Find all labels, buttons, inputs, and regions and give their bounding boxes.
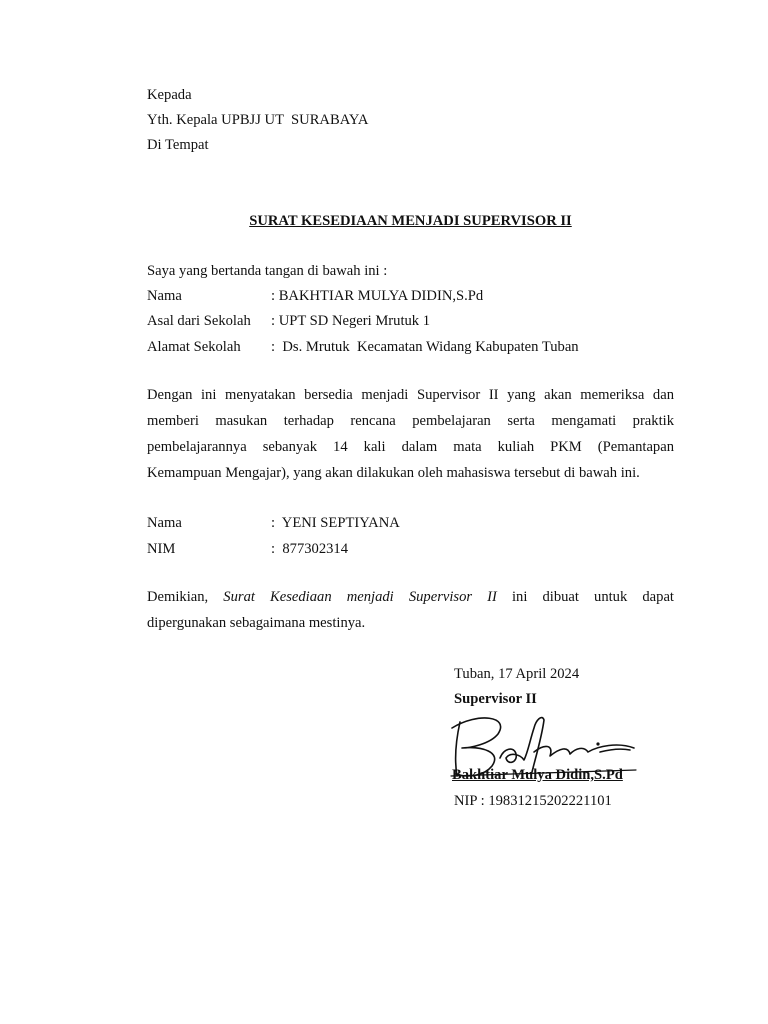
signer-address-label: Alamat Sekolah [147, 339, 241, 355]
closing-line-2: dipergunakan sebagaimana mestinya. [147, 615, 366, 631]
body-line: memberi masukan terhadap rencana pembelajaran serta mengamati praktik [147, 413, 674, 429]
closing-italic: Surat Kesediaan menjadi Supervisor II [223, 589, 497, 605]
closing-part-1: Demikian, [147, 589, 209, 605]
student-nim-label: NIM [147, 541, 176, 557]
signer-role: Supervisor II [454, 691, 537, 707]
signer-printed-name: Bakhtiar Mulya Didin,S.Pd [452, 767, 623, 783]
closing-paragraph [147, 584, 674, 636]
body-line: Dengan ini menyatakan bersedia menjadi Supervisor II yang akan memeriksa dan [147, 387, 674, 403]
signer-address-value: : Ds. Mrutuk Kecamatan Widang Kabupaten Tuban [271, 339, 579, 355]
recipient-line-1: Kepada [147, 87, 192, 103]
place-date: Tuban, 17 April 2024 [454, 666, 580, 682]
signer-nip: NIP : 19831215202221101 [454, 793, 612, 809]
body-line: Kemampuan Mengajar), yang akan dilakukan oleh mahasiswa tersebut di bawah ini. [147, 465, 640, 481]
body-paragraph [147, 382, 674, 486]
recipient-line-2: Yth. Kepala UPBJJ UT SURABAYA [147, 112, 369, 128]
student-name-value: : YENI SEPTIYANA [271, 515, 400, 531]
signer-name-label: Nama [147, 288, 182, 304]
signer-school-value: : UPT SD Negeri Mrutuk 1 [271, 313, 431, 329]
student-name-label: Nama [147, 515, 182, 531]
document-title: SURAT KESEDIAAN MENJADI SUPERVISOR II [249, 213, 572, 229]
closing-part-2: ini dibuat untuk dapat [511, 589, 674, 605]
recipient-line-3: Di Tempat [147, 137, 209, 153]
signer-name-value: : BAKHTIAR MULYA DIDIN,S.Pd [271, 288, 484, 304]
signer-school-label: Asal dari Sekolah [147, 313, 251, 329]
signature-dot [596, 742, 599, 745]
body-line: pembelajarannya sebanyak 14 kali dalam mata kuliah PKM (Pemantapan [147, 439, 674, 455]
student-nim-value: : 877302314 [271, 541, 349, 557]
intro-text: Saya yang bertanda tangan di bawah ini : [147, 263, 388, 279]
closing-line-1 [147, 584, 674, 610]
